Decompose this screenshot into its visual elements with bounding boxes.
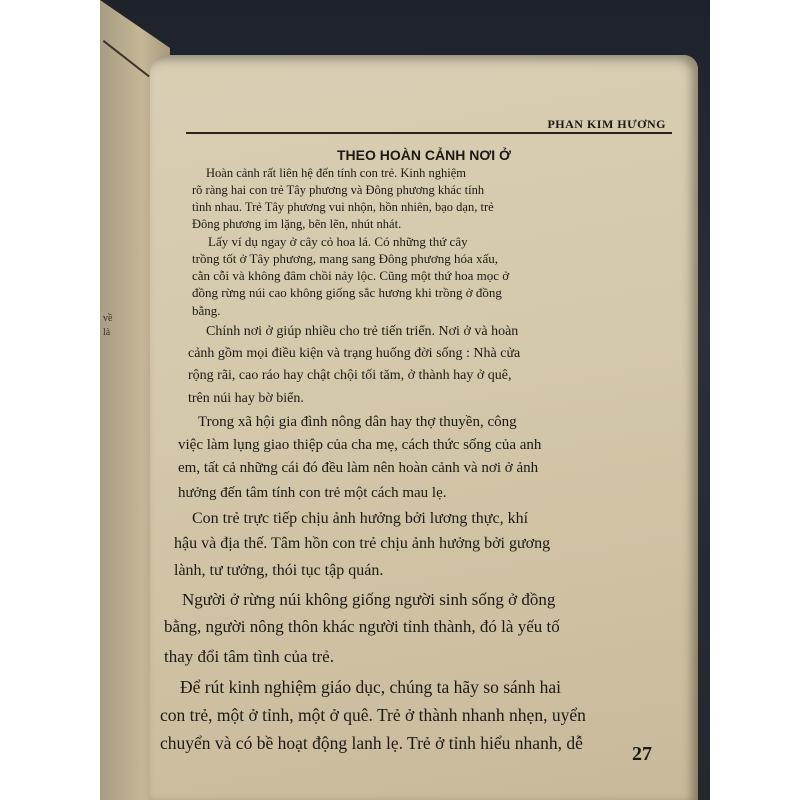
- text-line: lành, tư tưởng, thói tục tập quán.: [174, 562, 384, 579]
- text-line: con trẻ, một ở tỉnh, một ở quê. Trẻ ở thành nhanh nhẹn, uyển: [160, 705, 586, 725]
- header-rule: [186, 132, 672, 134]
- text-line: Hoàn cảnh rất liên hệ đến tính con trẻ. Kinh nghiệm: [206, 166, 466, 180]
- text-line: Lấy ví dụ ngay ở cây cỏ hoa lá. Có những thứ cây: [208, 234, 468, 249]
- text-line: thay đổi tâm tình của trẻ.: [164, 647, 334, 666]
- text-line: trồng tốt ở Tây phương, mang sang Đông phương hóa xấu,: [192, 251, 498, 266]
- left-margin-fragment: là: [103, 327, 111, 338]
- text-line: cằn cỗi và không đâm chồi nảy lộc. Cũng một thứ hoa mọc ở: [192, 268, 510, 283]
- left-margin-fragment: về: [103, 313, 113, 324]
- text-line: Trong xã hội gia đình nông dân hay thợ thuyền, công: [198, 414, 517, 430]
- book-page: [150, 55, 698, 800]
- text-line: cảnh gồm mọi điều kiện và trạng huống đời sống : Nhà cửa: [188, 346, 521, 361]
- text-line: Để rút kinh nghiệm giáo dục, chúng ta hãy so sánh hai: [180, 677, 562, 697]
- text-line: hậu và địa thế. Tâm hồn con trẻ chịu ảnh hưởng bởi gương: [174, 535, 551, 552]
- text-line: tình nhau. Trẻ Tây phương vui nhộn, hồn nhiên, bạo dạn, trẻ: [192, 200, 494, 214]
- text-line: Đông phương im lặng, bẽn lẽn, nhút nhát.: [192, 217, 402, 231]
- text-line: Chính nơi ở giúp nhiều cho trẻ tiến triển. Nơi ở và hoàn: [206, 324, 519, 339]
- text-line: bằng.: [192, 303, 221, 318]
- text-line: rõ ràng hai con trẻ Tây phương và Đông phương khác tính: [192, 183, 485, 197]
- text-line: trên núi hay bờ biển.: [188, 391, 304, 406]
- body-text: [158, 165, 678, 757]
- text-line: rộng rãi, cao ráo hay chật chội tối tăm, ở thành hay ở quê,: [188, 368, 512, 383]
- text-line: em, tất cả những cái đó đều làm nên hoàn cảnh và nơi ở ảnh: [178, 460, 539, 476]
- text-line: việc làm lụng giao thiệp của cha mẹ, cách thức sống của anh: [178, 437, 542, 453]
- text-line: Người ở rừng núi không giống người sinh sống ở đồng: [182, 590, 556, 609]
- page-number: 27: [632, 743, 652, 765]
- text-line: chuyển và có bề hoạt động lanh lẹ. Trẻ ở tỉnh hiểu nhanh, dễ: [160, 733, 583, 753]
- section-title: THEO HOÀN CẢNH NƠI Ở: [337, 147, 511, 163]
- left-page-margin-text: [103, 312, 123, 340]
- text-line: Con trẻ trực tiếp chịu ảnh hưởng bởi lương thực, khí: [192, 510, 529, 527]
- text-line: đồng rừng núi cao không giống sắc hương khi trồng ở đồng: [192, 285, 502, 300]
- text-line: bằng, người nông thôn khác người tỉnh thành, đó là yếu tố: [164, 617, 560, 636]
- text-line: hưởng đến tâm tính con trẻ một cách mau lẹ.: [178, 485, 447, 501]
- running-header: PHAN KIM HƯƠNG: [547, 117, 666, 131]
